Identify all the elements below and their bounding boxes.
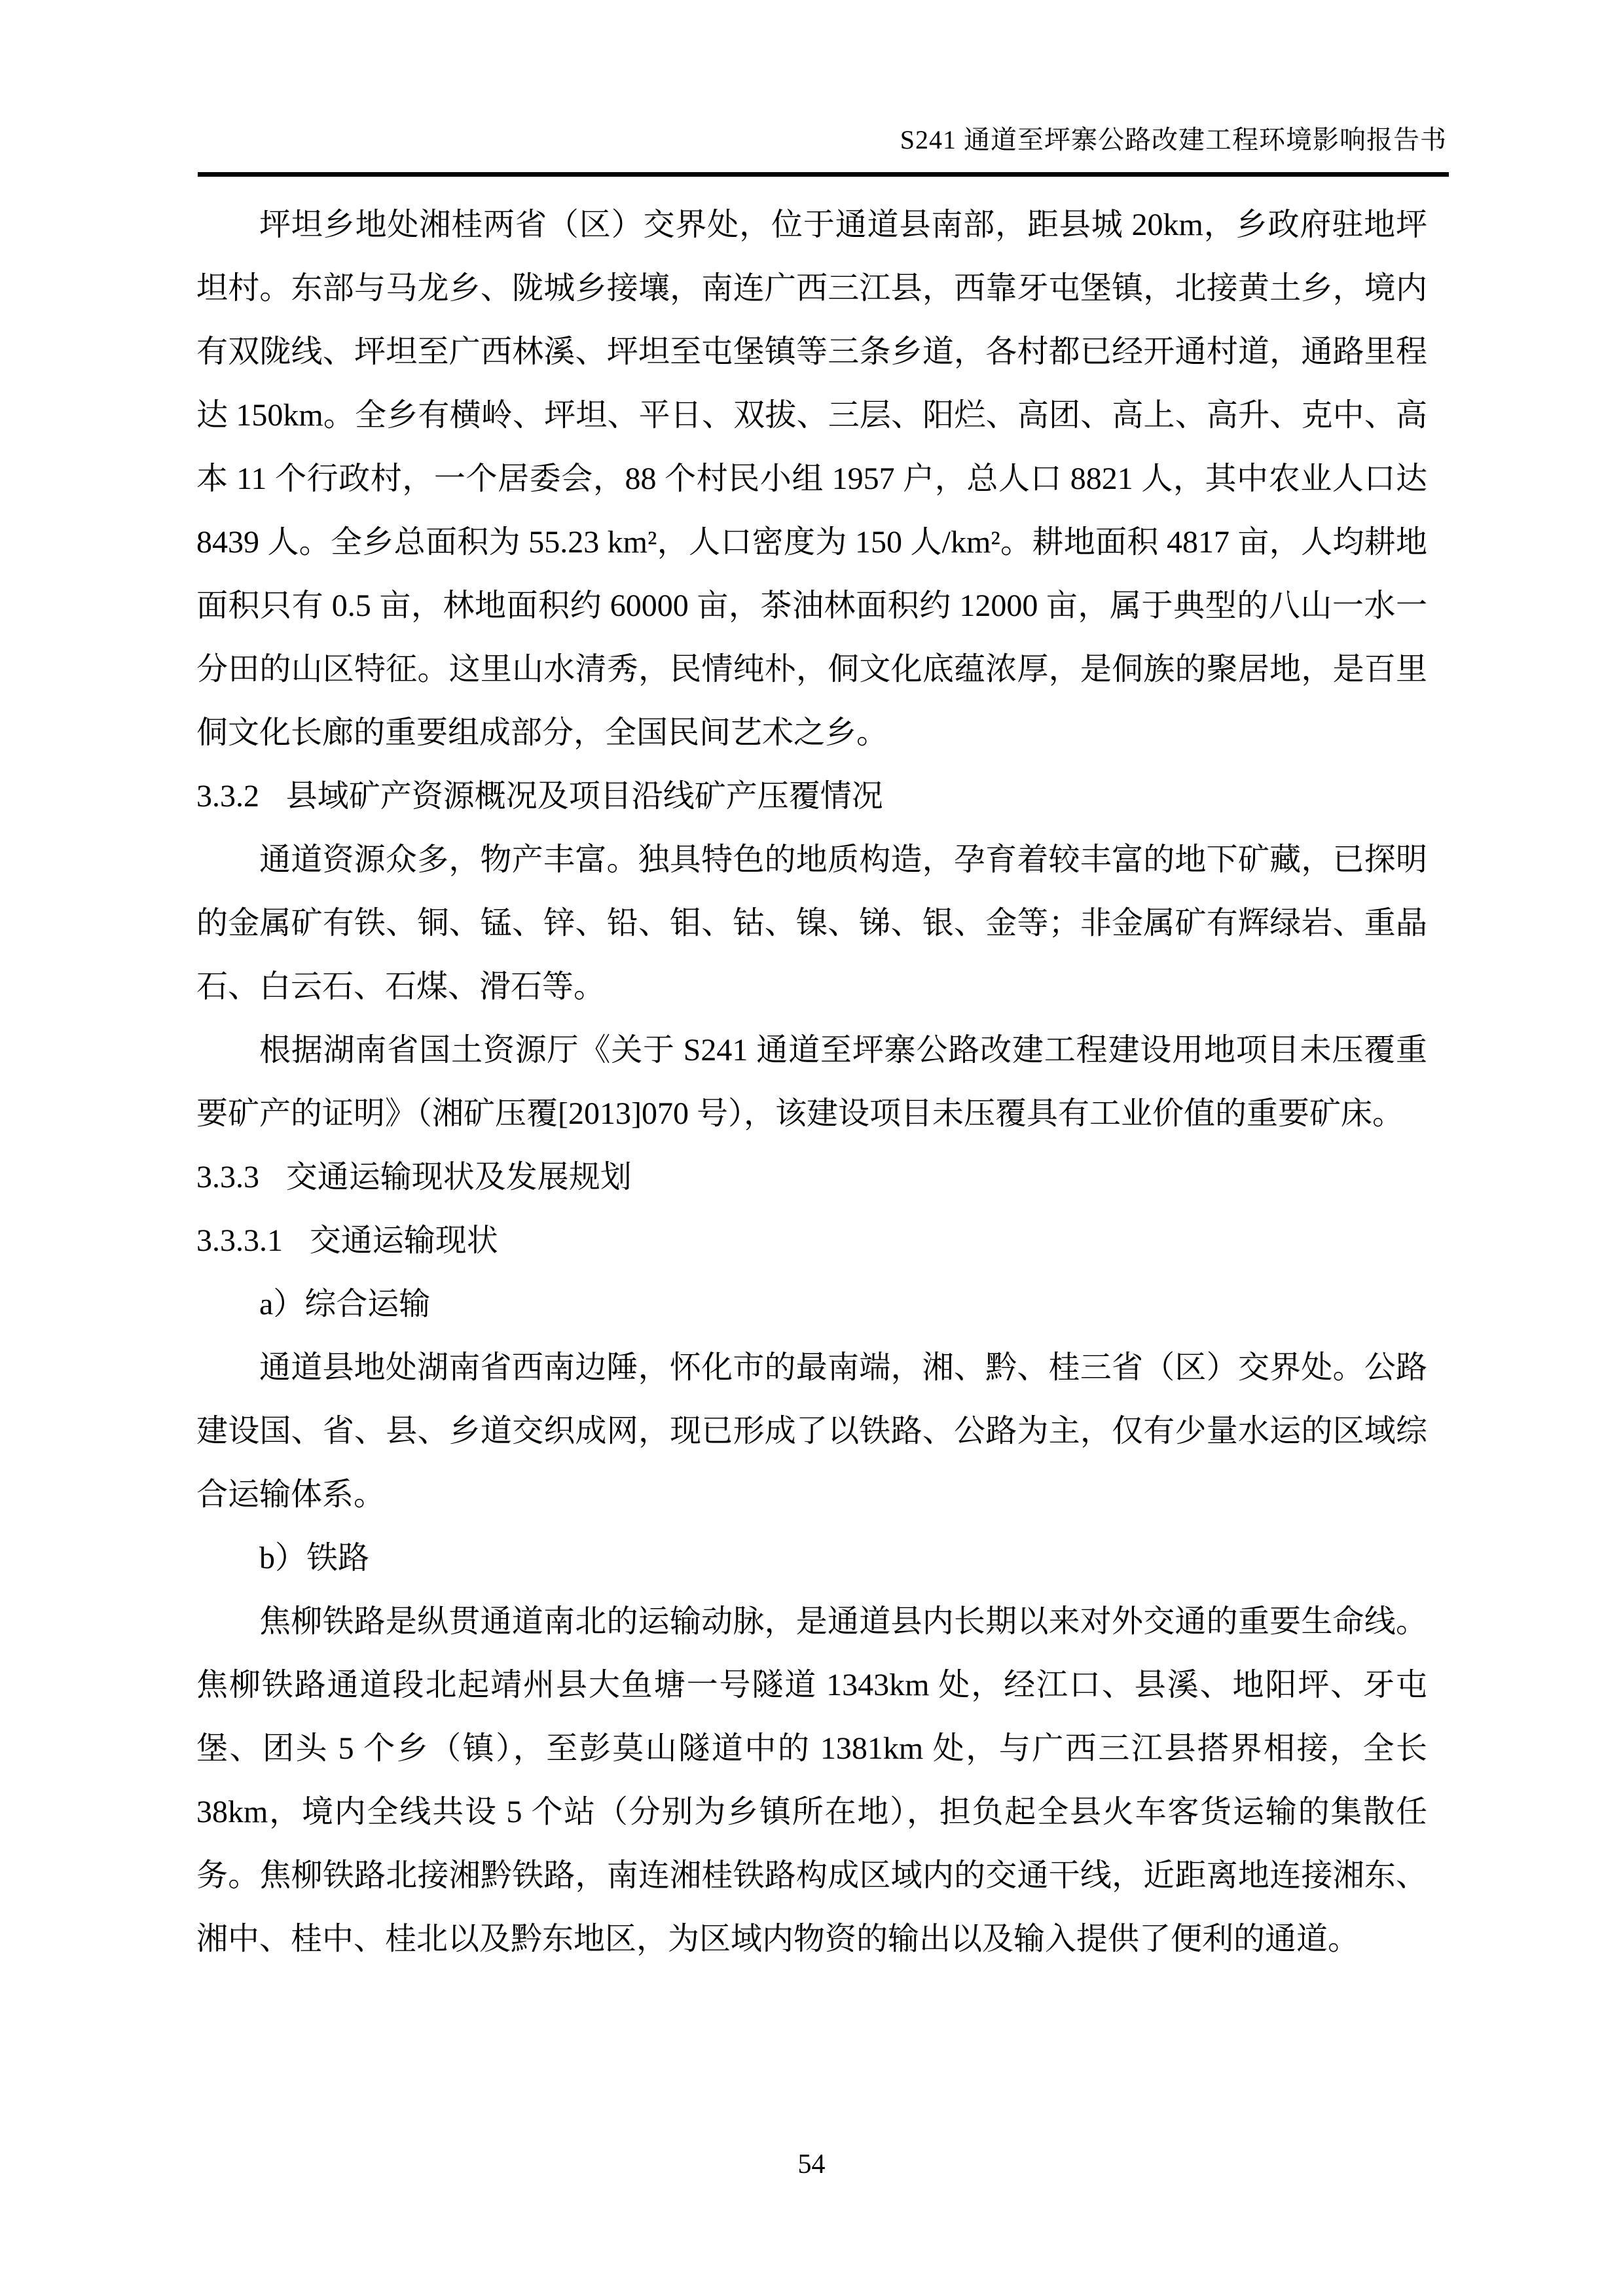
section-number: 3.3.3 <box>196 1160 259 1194</box>
subheading-a-comprehensive-transport: a）综合运输 <box>259 1287 431 1321</box>
page-number: 54 <box>797 2149 826 2179</box>
subheading-b-railway: b）铁路 <box>259 1541 370 1575</box>
paragraph-mineral-resources: 通道资源众多，物产丰富。独具特色的地质构造，孕育着较丰富的地下矿藏，已探明的金属矿有铁、铜、锰、锌、铅、钼、钴、镍、锑、银、金等；非金属矿有辉绿岩、重晶石、白云石、石煤、滑石等。 <box>196 842 1427 1004</box>
paragraph-jiaoliu-railway: 焦柳铁路是纵贯通道南北的运输动脉，是通道县内长期以来对外交通的重要生命线。焦柳铁路通道段北起靖州县大鱼塘一号隧道 1343km 处，经江口、县溪、地阳坪、牙屯堡、团头 5 个乡（镇），至彭莫山隧道中的 1381km 处，与广西三江县搭界相接，全长 38km，境内全线共设 5 个站（分别为乡镇所在地），担负起全县火车客货运输的集散任务。焦柳铁路北接湘黔铁路，南连湘桂铁路构成区域内的交通干线，近距离地连接湘东、湘中、桂中、桂北以及黔东地区，为区域内物资的输出以及输入提供了便利的通道。 <box>196 1604 1427 1956</box>
section-number: 3.3.2 <box>196 779 259 814</box>
page-header-title: S241 通道至坪寨公路改建工程环境影响报告书 <box>900 125 1447 154</box>
section-number: 3.3.3.1 <box>196 1223 283 1258</box>
document-body <box>196 193 1427 1971</box>
section-title: 交通运输现状 <box>309 1223 498 1258</box>
heading-3-3-2 <box>196 764 1427 828</box>
paragraph-mineral-certificate: 根据湖南省国土资源厅《关于 S241 通道至坪寨公路改建工程建设用地项目未压覆重要矿产的证明》（湘矿压覆[2013]070 号），该建设项目未压覆具有工业价值的重要矿床。 <box>196 1033 1427 1131</box>
section-title: 交通运输现状及发展规划 <box>285 1160 632 1194</box>
section-title: 县域矿产资源概况及项目沿线矿产压覆情况 <box>285 779 883 814</box>
paragraph-pingtan-township-overview: 坪坦乡地处湘桂两省（区）交界处，位于通道县南部，距县城 20km，乡政府驻地坪坦村。东部与马龙乡、陇城乡接壤，南连广西三江县，西靠牙屯堡镇，北接黄土乡，境内有双陇线、坪坦至广西林溪、坪坦至屯堡镇等三条乡道，各村都已经开通村道，通路里程达 150km。全乡有横岭、坪坦、平日、双拔、三层、阳烂、高团、高上、高升、克中、高本 11 个行政村，一个居委会，88 个村民小组 1957 户，总人口 8821 人，其中农业人口达 8439 人。全乡总面积为 55.23 km²，人口密度为 150 人/km²。耕地面积 4817 亩，人均耕地面积只有 0.5 亩，林地面积约 60000 亩，茶油林面积约 12000 亩，属于典型的八山一水一分田的山区特征。这里山水清秀，民情纯朴，侗文化底蕴浓厚，是侗族的聚居地，是百里侗文化长廊的重要组成部分，全国民间艺术之乡。 <box>196 207 1427 750</box>
heading-3-3-3-1 <box>196 1209 1427 1272</box>
paragraph-comprehensive-transport: 通道县地处湖南省西南边陲，怀化市的最南端，湘、黔、桂三省（区）交界处。公路建设国、省、县、乡道交织成网，现已形成了以铁路、公路为主，仅有少量水运的区域综合运输体系。 <box>196 1350 1427 1512</box>
header-rule <box>198 172 1449 177</box>
heading-3-3-3 <box>196 1145 1427 1209</box>
